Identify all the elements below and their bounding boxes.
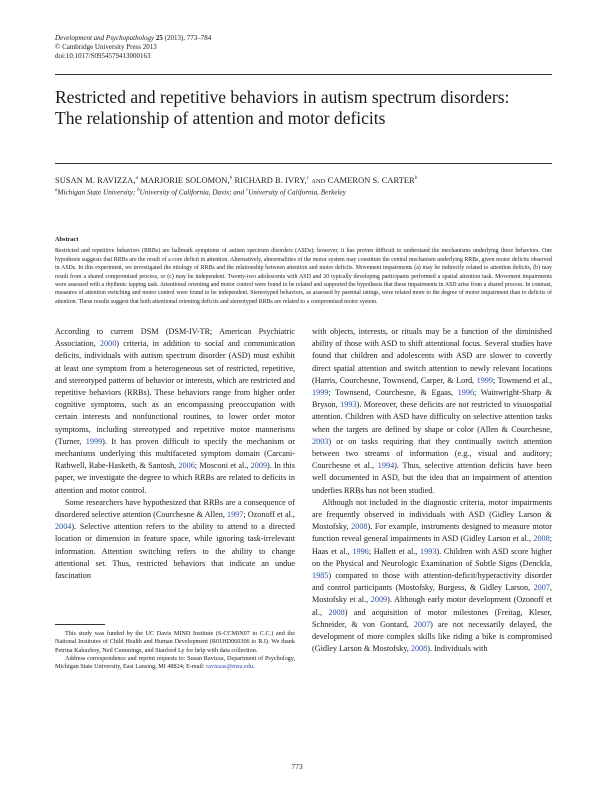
article-title bbox=[55, 87, 552, 129]
body-text: ). For example, instruments designed to measure motor function reveal general impairments in ASD (Gidley Larson et al., bbox=[312, 522, 552, 544]
abstract-body: Restricted and repetitive behaviors (RRBs) are hallmark symptoms of autism spectrum disorders (ASDs); however, it has proven difficult to understand the mechanisms underlying these behaviors. One hypothesis suggests that RRBs are the result of a core deficit in attention. Alternatively, abnormalities of the motor system may constitute the central mechanism underlying RRBs, given motor deficits observed in ASDs. In this experiment, we investigated the etiology of RRBs and the relationship between attention and motor deficits. Movement impairments (a) may be indirectly related to attention deficits, (b) may result from a shared compromised process, or (c) may be independent. Twenty-two adolescents with ASD and 20 typically developing participants performed a spatial attention task. Movement impairments were assessed with a rhythmic tapping task. Attentional orienting and motor control were found to be related and supported the hypothesis that these impairments in ASD arise from a shared process. In contrast, measures of attention switching and motor control were found to be independent. Stereotyped behaviors, as assessed by parental ratings, were related more to the degree of motor impairment than to deficits of attention. These results suggest that both attentional orienting deficits and stereotyped RRBs are related to a compromised motor system. bbox=[55, 248, 552, 305]
email-link[interactable]: ravizzas@msu.edu bbox=[206, 663, 253, 671]
abstract-heading: Abstract bbox=[55, 236, 79, 243]
body-text: ). Thus, selective attention deficits have been well documented in ASD, but the idea that an impairment of attention underlies RRBs has not been studied. bbox=[312, 461, 552, 495]
citation-link[interactable]: 2008 bbox=[328, 607, 345, 617]
journal-volume: 25 bbox=[155, 34, 163, 42]
journal-year-pages: (2013), 773–784 bbox=[164, 34, 212, 42]
title-line-1: Restricted and repetitive behaviors in autism spectrum disorders: bbox=[55, 87, 510, 107]
affiliations bbox=[55, 188, 346, 196]
body-text: Some researchers have hypothesized that RRBs are a consequence of disordered selective attention (Courchesne & Allen, bbox=[55, 497, 295, 520]
author-name: SUSAN M. RAVIZZA, bbox=[55, 176, 136, 185]
body-text: ). Moreover, these deficits are not restricted to visuospatial attention. Children with ASD have difficulty on selective attention tasks when the targets are defined by shape or color (Allen & Courchesne, bbox=[312, 400, 552, 434]
correspondence-end: . bbox=[252, 663, 255, 671]
author-affiliation-mark: a bbox=[135, 176, 139, 182]
body-text: ) or on tasks requiring that they continually switch attention between two streams of information (e.g., visual and auditory; Courchesne et al., bbox=[312, 436, 552, 471]
body-text: ; Wainwright-Sharp & Bryson, bbox=[312, 388, 552, 410]
citation-link[interactable]: 1997 bbox=[226, 510, 244, 520]
footnotes bbox=[55, 630, 295, 671]
affiliation-mark: c bbox=[245, 188, 249, 193]
citation-link[interactable]: 1999 bbox=[312, 388, 329, 398]
affiliation-mark: b bbox=[137, 188, 140, 193]
affiliation-text: University of California, Berkeley bbox=[248, 188, 346, 197]
author-affiliation-mark: c bbox=[306, 176, 309, 182]
affiliation-mark: a bbox=[55, 188, 58, 193]
body-text: Although not included in the diagnostic criteria, motor impairments are frequently observed in individuals with ASD (Gidley Larson & Mostofsky, bbox=[312, 497, 552, 532]
citation-link[interactable]: 1996 bbox=[457, 388, 475, 398]
page-number: 773 bbox=[291, 762, 303, 771]
body-text: ). Children with ASD score higher on the Physical and Neurologic Examination of Subtle Signs (Denckla, bbox=[312, 546, 553, 568]
citation-link[interactable]: 1985 bbox=[312, 571, 329, 581]
body-text: According to current DSM (DSM-IV-TR; American Psychiatric Association, bbox=[55, 327, 295, 349]
body-text: ; Haas et al., bbox=[312, 534, 552, 556]
journal-name: Development and Psychopathology bbox=[55, 34, 155, 42]
body-column-left bbox=[55, 326, 295, 582]
paragraph bbox=[55, 326, 295, 497]
correspondence-footnote bbox=[55, 655, 295, 672]
body-text: ). Although early motor development (Ozonoff et al., bbox=[312, 595, 552, 617]
body-text: ; Ozonoff et al., bbox=[243, 510, 295, 520]
author-name: RICHARD B. IVRY, bbox=[234, 176, 307, 185]
correspondence-text: Address correspondence and reprint requests to: Susan Ravizza, Department of Psychology, Michigan State University, East Lansing, MI 48824; E-mail: bbox=[55, 654, 295, 671]
footnote-rule bbox=[55, 624, 105, 625]
header-rule bbox=[55, 74, 552, 75]
title-rule bbox=[55, 163, 552, 164]
citation-link[interactable]: 1994 bbox=[377, 461, 395, 471]
body-text: ). Selective attention refers to the ability to attend to a directed location or dimension in feature space, while ignoring task-irrelevant information. Attention switching refers to the ability to change attentional set. Thus, restricted behaviors that indicate an undue fascination bbox=[55, 522, 295, 581]
body-text: ; Townsend et al., bbox=[492, 375, 552, 385]
affiliation-text: University of California, Davis; and bbox=[139, 188, 246, 197]
citation-link[interactable]: 2008 bbox=[351, 522, 368, 532]
author-list bbox=[55, 176, 417, 185]
citation-link[interactable]: 2009 bbox=[250, 461, 268, 471]
body-text: ) and acquisition of motor milestones (Freitag, Kleser, Schneider, & von Gontard, bbox=[312, 607, 552, 629]
affiliation-text: Michigan State University; bbox=[57, 188, 138, 197]
citation-link[interactable]: 2008 bbox=[533, 534, 550, 544]
copyright: © Cambridge University Press 2013 bbox=[55, 43, 157, 51]
paragraph bbox=[55, 497, 295, 582]
body-text: ) compared to those with attention-deficit/hyperactivity disorder and control participants (Mostofsky, Burgess, & Gidley Larson, bbox=[312, 571, 552, 593]
journal-citation bbox=[55, 34, 211, 43]
author-conjunction: AND bbox=[311, 178, 326, 185]
paragraph bbox=[312, 497, 552, 656]
citation-link[interactable]: 2008 bbox=[410, 644, 428, 654]
author-name: MARJORIE SOLOMON, bbox=[140, 176, 230, 185]
author-affiliation-mark: b bbox=[229, 176, 233, 182]
body-text: ). Individuals with bbox=[427, 644, 488, 654]
body-text: ). In this paper, we investigate the degree to which RRBs are related to deficits in attention and motor control. bbox=[55, 461, 295, 495]
citation-link[interactable]: 2009 bbox=[370, 595, 388, 605]
citation-link[interactable]: 1993 bbox=[420, 546, 437, 556]
body-text: with objects, interests, or rituals may be a function of the diminished ability of those with ASD to shift attentional focus. Several studies have found that children and adolescents with ASD are slower to covertly direct spatial attention and switch attention to newly relevant locations (Harris, Courchesne, Townsend, Carper, & Lord, bbox=[312, 327, 552, 385]
doi: doi:10.1017/S0954579413000163 bbox=[55, 52, 151, 60]
body-column-right bbox=[312, 326, 552, 655]
body-text: , Mostofsky et al., bbox=[312, 583, 552, 605]
body-text: ; Mosconi et al., bbox=[194, 461, 251, 471]
author-name: CAMERON S. CARTER bbox=[327, 176, 415, 185]
citation-link[interactable]: 2006 bbox=[178, 461, 195, 471]
citation-link[interactable]: 2004 bbox=[55, 522, 72, 532]
citation-link[interactable]: 1999 bbox=[85, 436, 103, 446]
body-text: ). It has proven difficult to specify the mechanism or mechanisms underlying this multifaceted symptom domain (Carcani-Rathwell, Rabe-Hasketh, & Santosh, bbox=[55, 436, 295, 471]
abstract bbox=[55, 236, 552, 306]
citation-link[interactable]: 2007 bbox=[533, 583, 550, 593]
body-text: ) are not necessarily delayed, the development of more complex skills like riding a bike is compromised (Gidley Larson & Mostofsky, bbox=[312, 619, 552, 654]
citation-link[interactable]: 1993 bbox=[340, 400, 357, 410]
body-text: ) criteria, in addition to social and communication deficits, individuals with autism spectrum disorder (ASD) must exhibit at least one symptom from a heterogeneous set of restricted, repetitive, and stereotyped patterns of behavior or interests, which are restricted and repetitive behaviors (RRBs). These behaviors range from higher order cognitive symptoms, such as an encompassing preoccupation with certain interests and nonfunctional routines, to lower order motor symptoms, including stereotyped and repetitive motor mannerisms (Turner, bbox=[55, 339, 295, 446]
citation-link[interactable]: 2003 bbox=[312, 436, 329, 446]
citation-link[interactable]: 1999 bbox=[476, 375, 493, 385]
body-text: ; Hallett et al., bbox=[368, 546, 421, 556]
citation-link[interactable]: 2000 bbox=[99, 339, 117, 349]
body-text: ; Townsend, Courchesne, & Egaas, bbox=[328, 388, 458, 398]
paragraph bbox=[312, 326, 552, 497]
title-line-2: The relationship of attention and motor deficits bbox=[55, 108, 386, 128]
citation-link[interactable]: 2007 bbox=[413, 619, 431, 629]
funding-footnote: This study was funded by the UC Davis MIND Institute (S-CCMIN07 to C.C.) and the National Institutes of Child Health and Human Development (R01HD060306 to R.I). We thank Petrina Kakuzhoy, Neil Cummings, and Stanford Ly for help with data collection. bbox=[55, 630, 295, 654]
author-affiliation-mark: b bbox=[414, 176, 418, 182]
journal-header bbox=[55, 34, 211, 61]
citation-link[interactable]: 1996 bbox=[352, 546, 369, 556]
